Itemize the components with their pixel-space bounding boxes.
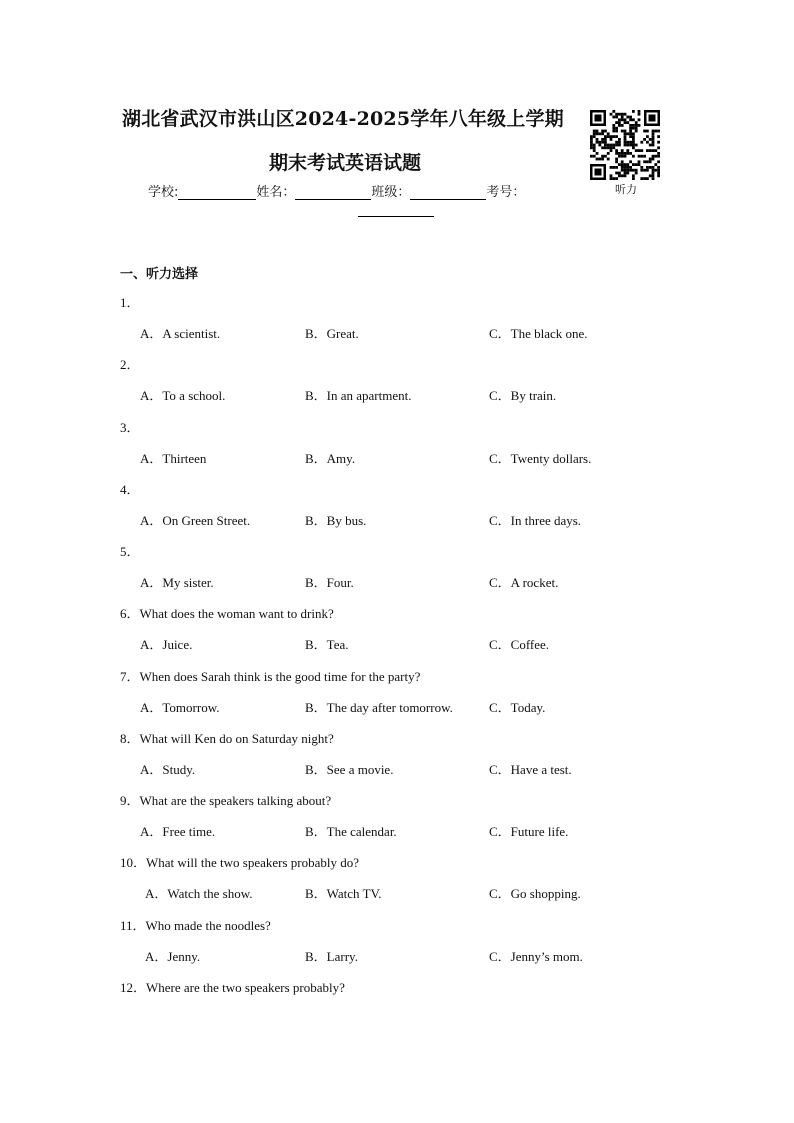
option-c[interactable]: C．The black one.: [489, 326, 588, 341]
option-b[interactable]: B．The day after tomorrow.: [305, 700, 453, 715]
option-a[interactable]: A．On Green Street.: [140, 513, 251, 528]
question-number: 8．: [120, 731, 140, 746]
class-blank[interactable]: [410, 185, 486, 200]
qr-code-icon[interactable]: [588, 108, 662, 182]
option-c[interactable]: C．A rocket.: [489, 575, 559, 590]
question-8: [120, 728, 334, 747]
name-label: 姓名：: [256, 185, 296, 200]
option-c[interactable]: C．Future life.: [489, 824, 569, 839]
question-6: [120, 603, 334, 622]
option-b[interactable]: B．Four.: [305, 575, 354, 590]
school-label: 学校:: [148, 185, 179, 200]
option-c[interactable]: C．By train.: [489, 388, 557, 403]
option-a[interactable]: A．Free time.: [140, 824, 216, 839]
option-b[interactable]: B．The calendar.: [305, 824, 397, 839]
exam-title-line1: 湖北省武汉市洪山区2024-2025学年八年级上学期: [122, 108, 564, 130]
option-a[interactable]: A．Watch the show.: [145, 886, 253, 901]
option-b[interactable]: B．Amy.: [305, 451, 356, 466]
option-c[interactable]: C．Go shopping.: [489, 886, 581, 901]
question-text: Where are the two speakers probably?: [146, 980, 345, 995]
question-number: 11．: [120, 918, 146, 933]
option-c[interactable]: C．Have a test.: [489, 762, 572, 777]
question-text: When does Sarah think is the good time for the party?: [139, 669, 421, 684]
question-2: [120, 354, 140, 373]
question-number: 2．: [120, 357, 140, 372]
question-number: 3．: [120, 420, 140, 435]
question-5: [120, 541, 140, 560]
question-number: 5．: [120, 544, 140, 559]
option-c[interactable]: C．Coffee.: [489, 637, 550, 652]
question-9: [120, 790, 331, 809]
question-number: 9．: [120, 793, 140, 808]
question-text: What does the woman want to drink?: [139, 606, 334, 621]
option-b[interactable]: B．Great.: [305, 326, 359, 341]
student-info-line: [148, 181, 525, 200]
question-number: 6．: [120, 606, 140, 621]
question-number: 10．: [120, 855, 147, 870]
option-a[interactable]: A．Thirteen: [140, 451, 207, 466]
option-c[interactable]: C．In three days.: [489, 513, 582, 528]
question-10: [120, 852, 359, 871]
question-11: [120, 915, 271, 934]
option-a[interactable]: A．To a school.: [140, 388, 226, 403]
option-a[interactable]: A．A scientist.: [140, 326, 221, 341]
option-b[interactable]: B．Larry.: [305, 949, 358, 964]
option-c[interactable]: C．Twenty dollars.: [489, 451, 592, 466]
option-c[interactable]: C．Jenny’s mom.: [489, 949, 583, 964]
option-a[interactable]: A．Juice.: [140, 637, 193, 652]
question-number: 4．: [120, 482, 140, 497]
option-b[interactable]: B．Watch TV.: [305, 886, 382, 901]
exam-no-label: 考号：: [486, 185, 526, 200]
option-b[interactable]: B．By bus.: [305, 513, 367, 528]
name-blank[interactable]: [295, 185, 371, 200]
option-a[interactable]: A．Tomorrow.: [140, 700, 220, 715]
question-text: What will the two speakers probably do?: [146, 855, 360, 870]
exam-no-blank[interactable]: [358, 216, 434, 217]
question-7: [120, 666, 420, 685]
question-number: 12．: [120, 980, 147, 995]
option-b[interactable]: B．See a movie.: [305, 762, 394, 777]
section-title: 一、听力选择: [120, 267, 199, 282]
option-b[interactable]: B．In an apartment.: [305, 388, 412, 403]
option-c[interactable]: C．Today.: [489, 700, 546, 715]
question-4: [120, 479, 140, 498]
exam-title-line2: 期末考试英语试题: [268, 152, 421, 174]
question-3: [120, 417, 140, 436]
question-text: Who made the noodles?: [145, 918, 271, 933]
option-a[interactable]: A．Jenny.: [145, 949, 201, 964]
option-a[interactable]: A．Study.: [140, 762, 196, 777]
question-number: 7．: [120, 669, 140, 684]
option-a[interactable]: A．My sister.: [140, 575, 214, 590]
school-blank[interactable]: [178, 185, 256, 200]
option-b[interactable]: B．Tea.: [305, 637, 349, 652]
class-label: 班级：: [371, 185, 411, 200]
question-text: What are the speakers talking about?: [139, 793, 332, 808]
qr-label: 听力: [615, 183, 637, 196]
question-number: 1．: [120, 295, 140, 310]
question-12: [120, 977, 345, 996]
question-text: What will Ken do on Saturday night?: [139, 731, 334, 746]
question-1: [120, 292, 140, 311]
